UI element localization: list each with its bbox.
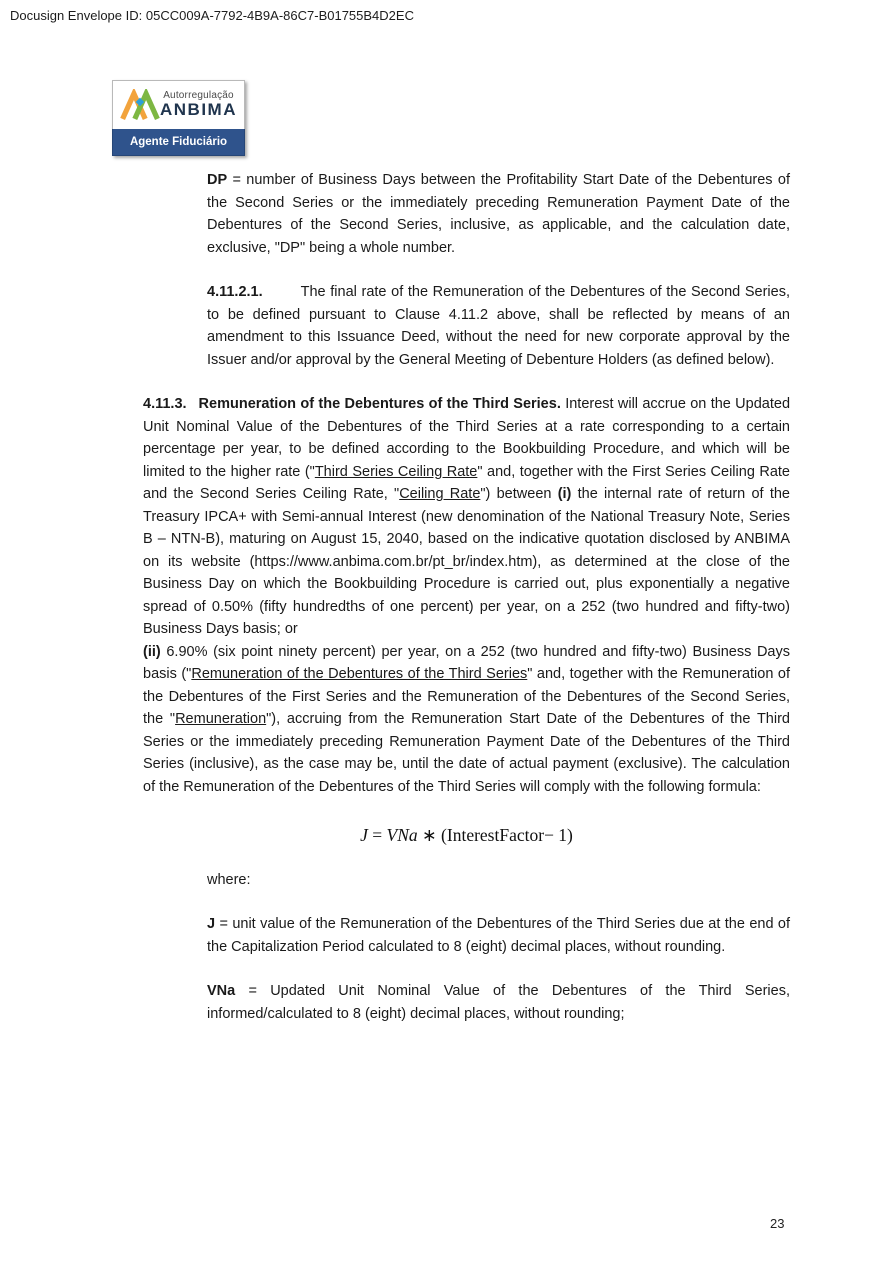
anbima-logo-text bbox=[160, 91, 237, 119]
text-segment: " and, together with the Remuneration of the Debentures of the First Series and the Remuneration of the Debentures of the Second Series, the " bbox=[143, 666, 790, 727]
document-body bbox=[143, 169, 790, 1025]
docusign-envelope-id: Docusign Envelope ID: 05CC009A-7792-4B9A-86C7-B01755B4D2EC bbox=[10, 8, 414, 23]
text-segment: The final rate of the Remuneration of the Debentures of the Second Series, to be defined pursuant to Clause 4.11.2 above, shall be reflected by means of an amendment to this Issuance Deed, without the need for new corporate approval by the Issuer and/or approval by the General Meeting of Debenture Holders (as defined below). bbox=[207, 284, 790, 368]
text-segment: Remuneration of the Debentures of the Third Series bbox=[191, 666, 528, 682]
paragraph bbox=[207, 869, 790, 892]
text-segment: (ii) bbox=[143, 643, 161, 660]
text-segment: 4.11.3. bbox=[143, 396, 187, 412]
anbima-logo-top bbox=[112, 80, 245, 129]
text-segment: = number of Business Days between the Profitability Start Date of the Debentures of the Second Series or the immediately preceding Remuneration Payment Date of the Debentures of the Second Series, inclusive, as applicable, and the calculation date, exclusive, "DP" being a whole number. bbox=[207, 172, 790, 256]
text-segment: Remuneration of the Debentures of the Third Series. bbox=[198, 396, 561, 412]
text-segment: the internal rate of return of the Treasury IPCA+ with Semi-annual Interest (new denomination of the National Treasury Note, Series B – NTN-B), maturing on August 15, 2040, based on the indicative quotation disclosed by ANBIMA on its website (https://www.anbima.com.br/pt_br/index.htm), as determined at the close of the Business Day on which the Bookbuilding Procedure is carried out, plus exponentially a negative spread of 0.50% (fifty hundredths of one percent) per year, on a 252 (two hundred and fifty-two) Business Days basis; or bbox=[143, 486, 790, 637]
text-segment: ∗ (InterestFactor− 1) bbox=[417, 825, 573, 845]
paragraph bbox=[207, 913, 790, 958]
text-segment: = Updated Unit Nominal Value of the Debentures of the Third Series, informed/calculated to 8 (eight) decimal places, without rounding; bbox=[207, 983, 790, 1022]
page-number: 23 bbox=[770, 1216, 785, 1231]
logo-autorregulacao-label: Autorregulação bbox=[163, 89, 234, 101]
paragraph bbox=[207, 169, 790, 259]
text-segment: 6.90% (six point ninety percent) per year, on a 252 (two hundred and fifty-two) Business Days basis (" bbox=[143, 643, 790, 682]
text-segment: J bbox=[360, 825, 368, 845]
text-segment: J bbox=[207, 916, 216, 932]
text-segment: VNa bbox=[386, 825, 418, 845]
text-segment: where: bbox=[207, 871, 251, 888]
text-segment: VNa bbox=[207, 983, 236, 999]
text-segment: Third Series Ceiling Rate bbox=[314, 463, 478, 480]
text-segment: ") between bbox=[480, 486, 558, 502]
text-segment: " and, together with the First Series Ceiling Rate and the Second Series Ceiling Rate, " bbox=[143, 463, 790, 502]
paragraph bbox=[143, 393, 790, 641]
text-segment: 4.11.2.1. bbox=[207, 284, 263, 300]
text-segment: Remuneration bbox=[175, 711, 267, 727]
formula bbox=[143, 824, 790, 847]
text-segment: DP bbox=[207, 172, 228, 188]
text-segment: "), accruing from the Remuneration Start Date of the Debentures of the Third Series or the immediately preceding Remuneration Payment Date of the Debentures of the Third Series (inclusive), as the case may be, until the date of actual payment (exclusive). The calculation of the Remuneration of the Debentures of the Third Series will comply with the following formula: bbox=[143, 711, 790, 795]
text-segment: (i) bbox=[557, 486, 572, 502]
text-segment: Interest will accrue on the Updated Unit Nominal Value of the Debentures of the Third Series at a rate corresponding to a certain percentage per year, to be defined according to the Bookbuilding Procedure, and which will be limited to the higher rate (" bbox=[143, 396, 791, 480]
anbima-mark-icon bbox=[120, 89, 160, 121]
text-segment: = unit value of the Remuneration of the Debentures of the Third Series due at the end of the Capitalization Period calculated to 8 (eight) decimal places, without rounding. bbox=[207, 916, 790, 955]
paragraph bbox=[207, 980, 790, 1025]
paragraph bbox=[143, 641, 790, 799]
logo-agente-fiduciario-banner: Agente Fiduciário bbox=[112, 129, 245, 156]
paragraph bbox=[207, 281, 790, 371]
logo-anbima-label: ANBIMA bbox=[160, 100, 237, 120]
text-segment: = bbox=[367, 825, 387, 845]
text-segment: Ceiling Rate bbox=[399, 486, 481, 502]
anbima-logo-badge bbox=[112, 80, 245, 156]
